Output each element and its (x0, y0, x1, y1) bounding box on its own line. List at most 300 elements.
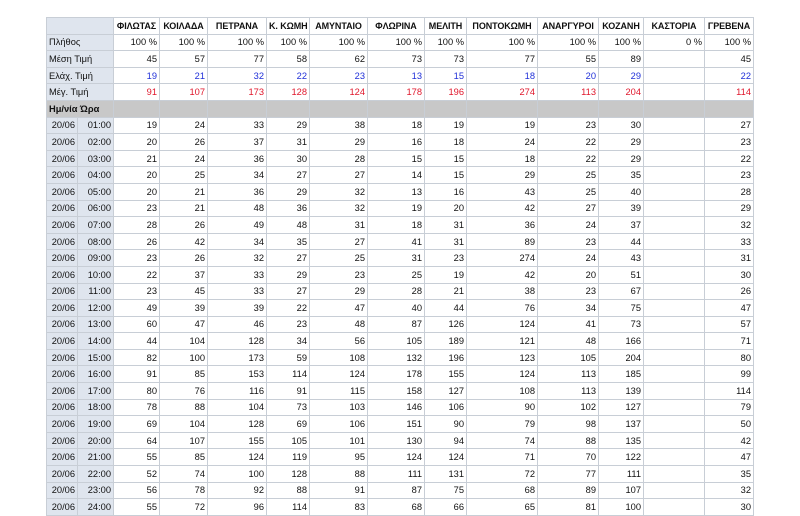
row-time: 24:00 (78, 499, 114, 516)
table-cell: 27 (267, 250, 310, 267)
table-cell: 52 (114, 466, 160, 483)
table-cell: 26 (160, 217, 208, 234)
table-cell: 166 (599, 333, 644, 350)
summary-cell: 100 % (425, 34, 467, 51)
table-cell: 78 (114, 399, 160, 416)
table-cell: 30 (705, 266, 754, 283)
table-cell (644, 416, 705, 433)
table-cell: 29 (467, 167, 538, 184)
station-header-2[interactable]: ΠΕΤΡΑΝΑ (208, 18, 267, 35)
table-cell: 29 (705, 200, 754, 217)
table-cell: 19 (467, 117, 538, 134)
summary-cell: 274 (467, 84, 538, 101)
table-cell: 114 (267, 499, 310, 516)
summary-cell: 100 % (705, 34, 754, 51)
summary-cell: 100 % (538, 34, 599, 51)
summary-cell: 29 (599, 67, 644, 84)
table-cell: 103 (310, 399, 368, 416)
table-cell: 94 (425, 432, 467, 449)
table-cell: 48 (208, 200, 267, 217)
summary-row (47, 51, 754, 68)
table-cell: 47 (705, 449, 754, 466)
summary-cell: 58 (267, 51, 310, 68)
table-cell: 55 (114, 449, 160, 466)
table-cell: 22 (538, 134, 599, 151)
station-header-6[interactable]: ΜΕΛΙΤΗ (425, 18, 467, 35)
table-cell: 49 (114, 300, 160, 317)
summary-cell: 45 (114, 51, 160, 68)
table-cell: 29 (599, 134, 644, 151)
table-cell: 28 (310, 150, 368, 167)
row-time: 10:00 (78, 266, 114, 283)
station-header-4[interactable]: ΑΜΥΝΤΑΙΟ (310, 18, 368, 35)
table-cell: 22 (538, 150, 599, 167)
row-date: 20/06 (47, 482, 78, 499)
table-cell: 27 (705, 117, 754, 134)
table-cell: 34 (267, 333, 310, 350)
summary-cell: 100 % (467, 34, 538, 51)
row-date: 20/06 (47, 134, 78, 151)
table-cell: 158 (368, 383, 425, 400)
table-cell: 16 (368, 134, 425, 151)
row-time: 18:00 (78, 399, 114, 416)
table-cell: 35 (267, 233, 310, 250)
table-cell: 34 (538, 300, 599, 317)
summary-cell: 22 (705, 67, 754, 84)
table-cell: 79 (467, 416, 538, 433)
table-cell: 69 (267, 416, 310, 433)
table-cell (644, 432, 705, 449)
table-row (47, 316, 754, 333)
section-label: Ημ/νία Ώρα (47, 100, 114, 117)
row-time: 15:00 (78, 349, 114, 366)
table-cell: 24 (538, 250, 599, 267)
table-cell: 88 (538, 432, 599, 449)
row-time: 17:00 (78, 383, 114, 400)
table-cell: 76 (160, 383, 208, 400)
table-cell: 43 (467, 183, 538, 200)
table-cell: 31 (425, 217, 467, 234)
table-row (47, 266, 754, 283)
section-filler (467, 100, 538, 117)
summary-cell: 100 % (267, 34, 310, 51)
summary-cell: 128 (267, 84, 310, 101)
table-cell: 59 (267, 349, 310, 366)
table-cell: 23 (114, 250, 160, 267)
table-cell: 131 (425, 466, 467, 483)
table-cell: 130 (368, 432, 425, 449)
table-cell (644, 482, 705, 499)
table-row (47, 217, 754, 234)
row-date: 20/06 (47, 150, 78, 167)
table-cell: 14 (368, 167, 425, 184)
table-cell: 23 (538, 283, 599, 300)
table-cell: 31 (425, 233, 467, 250)
table-cell: 35 (599, 167, 644, 184)
table-cell: 101 (310, 432, 368, 449)
table-cell: 139 (599, 383, 644, 400)
table-cell: 85 (160, 366, 208, 383)
table-cell: 18 (425, 134, 467, 151)
table-cell (644, 449, 705, 466)
table-cell: 20 (114, 183, 160, 200)
table-cell: 55 (114, 499, 160, 516)
table-cell: 111 (368, 466, 425, 483)
row-date: 20/06 (47, 283, 78, 300)
table-cell: 105 (267, 432, 310, 449)
summary-cell (644, 67, 705, 84)
table-cell: 95 (310, 449, 368, 466)
table-cell: 274 (467, 250, 538, 267)
table-cell: 39 (208, 300, 267, 317)
table-cell: 27 (310, 167, 368, 184)
table-cell: 56 (310, 333, 368, 350)
table-cell: 137 (599, 416, 644, 433)
summary-cell: 100 % (599, 34, 644, 51)
table-cell: 37 (208, 134, 267, 151)
table-cell: 28 (368, 283, 425, 300)
table-cell: 23 (114, 283, 160, 300)
summary-cell: 100 % (310, 34, 368, 51)
table-cell: 21 (160, 200, 208, 217)
table-cell: 178 (368, 366, 425, 383)
table-cell (644, 117, 705, 134)
table-cell: 115 (310, 383, 368, 400)
row-time: 09:00 (78, 250, 114, 267)
table-cell: 26 (160, 134, 208, 151)
table-cell: 98 (538, 416, 599, 433)
table-cell: 102 (538, 399, 599, 416)
table-cell: 23 (705, 167, 754, 184)
row-date: 20/06 (47, 233, 78, 250)
table-cell: 28 (114, 217, 160, 234)
table-cell: 151 (368, 416, 425, 433)
table-cell: 132 (368, 349, 425, 366)
table-cell: 22 (705, 150, 754, 167)
table-cell: 116 (208, 383, 267, 400)
table-cell: 23 (538, 233, 599, 250)
table-cell: 23 (267, 316, 310, 333)
table-cell (644, 366, 705, 383)
table-cell: 46 (208, 316, 267, 333)
summary-cell (644, 51, 705, 68)
summary-cell: 23 (310, 67, 368, 84)
row-time: 05:00 (78, 183, 114, 200)
table-cell: 37 (599, 217, 644, 234)
summary-cell: 18 (467, 67, 538, 84)
table-cell: 20 (538, 266, 599, 283)
table-cell: 68 (368, 499, 425, 516)
table-cell: 78 (160, 482, 208, 499)
station-header-9[interactable]: ΚΟΖΑΝΗ (599, 18, 644, 35)
table-cell: 135 (599, 432, 644, 449)
table-cell: 36 (208, 183, 267, 200)
row-time: 03:00 (78, 150, 114, 167)
summary-label: Μέγ. Τιμή (47, 84, 114, 101)
table-cell: 122 (599, 449, 644, 466)
table-cell: 73 (599, 316, 644, 333)
table-row (47, 134, 754, 151)
table-cell: 89 (467, 233, 538, 250)
table-cell: 79 (705, 399, 754, 416)
table-cell: 29 (310, 134, 368, 151)
table-cell: 27 (538, 200, 599, 217)
table-cell: 43 (599, 250, 644, 267)
table-cell: 124 (425, 449, 467, 466)
table-row (47, 200, 754, 217)
table-cell: 67 (599, 283, 644, 300)
table-cell: 20 (425, 200, 467, 217)
row-date: 20/06 (47, 217, 78, 234)
table-cell: 47 (160, 316, 208, 333)
summary-cell: 113 (538, 84, 599, 101)
table-cell: 127 (425, 383, 467, 400)
summary-cell: 0 % (644, 34, 705, 51)
station-header-1[interactable]: ΚΟΙΛΑΔΑ (160, 18, 208, 35)
station-header-11[interactable]: ΓΡΕΒΕΝΑ (705, 18, 754, 35)
table-cell: 39 (599, 200, 644, 217)
station-header-7[interactable]: ΠΟΝΤΟΚΩΜΗ (467, 18, 538, 35)
section-filler (208, 100, 267, 117)
table-cell: 60 (114, 316, 160, 333)
row-time: 22:00 (78, 466, 114, 483)
row-date: 20/06 (47, 250, 78, 267)
row-time: 13:00 (78, 316, 114, 333)
table-cell: 44 (425, 300, 467, 317)
table-cell: 38 (310, 117, 368, 134)
row-date: 20/06 (47, 449, 78, 466)
table-cell: 189 (425, 333, 467, 350)
table-cell: 44 (599, 233, 644, 250)
section-filler (368, 100, 425, 117)
table-cell: 91 (310, 482, 368, 499)
table-cell: 25 (538, 183, 599, 200)
table-cell: 85 (160, 449, 208, 466)
summary-cell: 21 (160, 67, 208, 84)
summary-cell: 178 (368, 84, 425, 101)
summary-cell: 45 (705, 51, 754, 68)
table-cell: 44 (114, 333, 160, 350)
table-row (47, 117, 754, 134)
summary-cell: 100 % (160, 34, 208, 51)
station-header-5[interactable]: ΦΛΩΡΙΝΑ (368, 18, 425, 35)
table-cell: 51 (599, 266, 644, 283)
table-cell: 31 (368, 250, 425, 267)
summary-cell: 15 (425, 67, 467, 84)
table-cell: 29 (310, 283, 368, 300)
summary-label: Μέση Τιμή (47, 51, 114, 68)
table-cell: 26 (160, 250, 208, 267)
summary-cell: 114 (705, 84, 754, 101)
table-cell: 41 (368, 233, 425, 250)
row-date: 20/06 (47, 366, 78, 383)
table-cell: 83 (310, 499, 368, 516)
table-cell (644, 233, 705, 250)
table-cell: 32 (208, 250, 267, 267)
table-cell: 106 (310, 416, 368, 433)
table-cell: 47 (705, 300, 754, 317)
table-cell: 32 (310, 200, 368, 217)
summary-cell: 100 % (208, 34, 267, 51)
table-cell: 27 (267, 283, 310, 300)
table-cell: 88 (267, 482, 310, 499)
row-time: 19:00 (78, 416, 114, 433)
table-cell: 71 (467, 449, 538, 466)
summary-cell: 204 (599, 84, 644, 101)
summary-cell: 22 (267, 67, 310, 84)
row-date: 20/06 (47, 466, 78, 483)
table-row (47, 399, 754, 416)
table-cell: 19 (425, 266, 467, 283)
table-cell: 74 (160, 466, 208, 483)
table-cell: 25 (368, 266, 425, 283)
table-cell (644, 150, 705, 167)
table-cell: 40 (599, 183, 644, 200)
table-cell: 124 (368, 449, 425, 466)
section-filler (267, 100, 310, 117)
table-cell: 23 (114, 200, 160, 217)
table-cell (644, 466, 705, 483)
table-cell: 33 (208, 117, 267, 134)
station-header-8[interactable]: ΑΝΑΡΓΥΡΟΙ (538, 18, 599, 35)
table-cell: 104 (160, 416, 208, 433)
table-cell: 26 (705, 283, 754, 300)
table-cell: 30 (267, 150, 310, 167)
table-cell: 123 (467, 349, 538, 366)
section-filler (705, 100, 754, 117)
table-cell: 32 (705, 482, 754, 499)
table-cell: 69 (114, 416, 160, 433)
table-row (47, 383, 754, 400)
table-cell: 33 (705, 233, 754, 250)
table-cell: 104 (160, 333, 208, 350)
table-cell: 77 (538, 466, 599, 483)
table-cell: 155 (425, 366, 467, 383)
table-cell: 90 (425, 416, 467, 433)
station-header-3[interactable]: Κ. ΚΩΜΗ (267, 18, 310, 35)
table-cell: 114 (267, 366, 310, 383)
row-date: 20/06 (47, 167, 78, 184)
table-cell: 24 (160, 150, 208, 167)
table-cell: 75 (425, 482, 467, 499)
table-cell: 28 (705, 183, 754, 200)
table-row (47, 499, 754, 516)
table-cell: 96 (208, 499, 267, 516)
table-cell: 108 (310, 349, 368, 366)
table-cell: 70 (538, 449, 599, 466)
table-cell: 82 (114, 349, 160, 366)
table-cell: 105 (368, 333, 425, 350)
table-cell: 24 (160, 117, 208, 134)
table-row (47, 183, 754, 200)
table-cell: 80 (114, 383, 160, 400)
row-date: 20/06 (47, 432, 78, 449)
table-cell: 124 (310, 366, 368, 383)
table-cell (644, 134, 705, 151)
table-cell: 22 (267, 300, 310, 317)
table-cell: 89 (538, 482, 599, 499)
table-cell: 111 (599, 466, 644, 483)
table-cell: 119 (267, 449, 310, 466)
summary-row (47, 34, 754, 51)
table-cell: 13 (368, 183, 425, 200)
summary-cell: 32 (208, 67, 267, 84)
table-row (47, 416, 754, 433)
row-date: 20/06 (47, 349, 78, 366)
station-header-10[interactable]: ΚΑΣΤΟΡΙΑ (644, 18, 705, 35)
table-cell: 18 (368, 217, 425, 234)
table-cell: 72 (467, 466, 538, 483)
section-filler (599, 100, 644, 117)
table-row (47, 449, 754, 466)
table-cell: 49 (208, 217, 267, 234)
table-cell: 19 (368, 200, 425, 217)
row-time: 11:00 (78, 283, 114, 300)
table-cell (644, 266, 705, 283)
table-cell: 35 (705, 466, 754, 483)
table-cell: 24 (467, 134, 538, 151)
row-date: 20/06 (47, 316, 78, 333)
table-cell: 16 (425, 183, 467, 200)
data-table-container (46, 17, 753, 516)
station-header-row (47, 18, 754, 35)
table-row (47, 250, 754, 267)
table-cell: 36 (267, 200, 310, 217)
table-cell: 18 (467, 150, 538, 167)
header-corner (47, 18, 114, 35)
table-cell: 66 (425, 499, 467, 516)
table-cell: 100 (599, 499, 644, 516)
summary-row (47, 84, 754, 101)
row-time: 21:00 (78, 449, 114, 466)
table-cell: 88 (160, 399, 208, 416)
table-cell: 22 (114, 266, 160, 283)
table-cell (644, 333, 705, 350)
summary-cell: 89 (599, 51, 644, 68)
table-cell: 126 (425, 316, 467, 333)
table-cell: 24 (538, 217, 599, 234)
section-header-row (47, 100, 754, 117)
table-cell: 42 (160, 233, 208, 250)
table-cell (644, 167, 705, 184)
row-date: 20/06 (47, 383, 78, 400)
table-cell: 113 (538, 366, 599, 383)
table-cell: 48 (538, 333, 599, 350)
row-time: 14:00 (78, 333, 114, 350)
table-cell (644, 217, 705, 234)
table-cell: 64 (114, 432, 160, 449)
table-cell: 74 (467, 432, 538, 449)
table-cell: 124 (467, 316, 538, 333)
table-cell: 106 (425, 399, 467, 416)
table-cell: 21 (160, 183, 208, 200)
table-cell: 57 (705, 316, 754, 333)
table-cell: 29 (267, 183, 310, 200)
table-cell: 71 (705, 333, 754, 350)
station-header-0[interactable]: ΦΙΛΩΤΑΣ (114, 18, 160, 35)
table-row (47, 349, 754, 366)
table-cell: 37 (160, 266, 208, 283)
summary-cell: 13 (368, 67, 425, 84)
table-cell: 73 (267, 399, 310, 416)
table-cell: 91 (114, 366, 160, 383)
summary-cell: 100 % (114, 34, 160, 51)
row-time: 04:00 (78, 167, 114, 184)
table-cell: 29 (267, 117, 310, 134)
row-time: 02:00 (78, 134, 114, 151)
table-cell (644, 283, 705, 300)
table-cell: 128 (267, 466, 310, 483)
